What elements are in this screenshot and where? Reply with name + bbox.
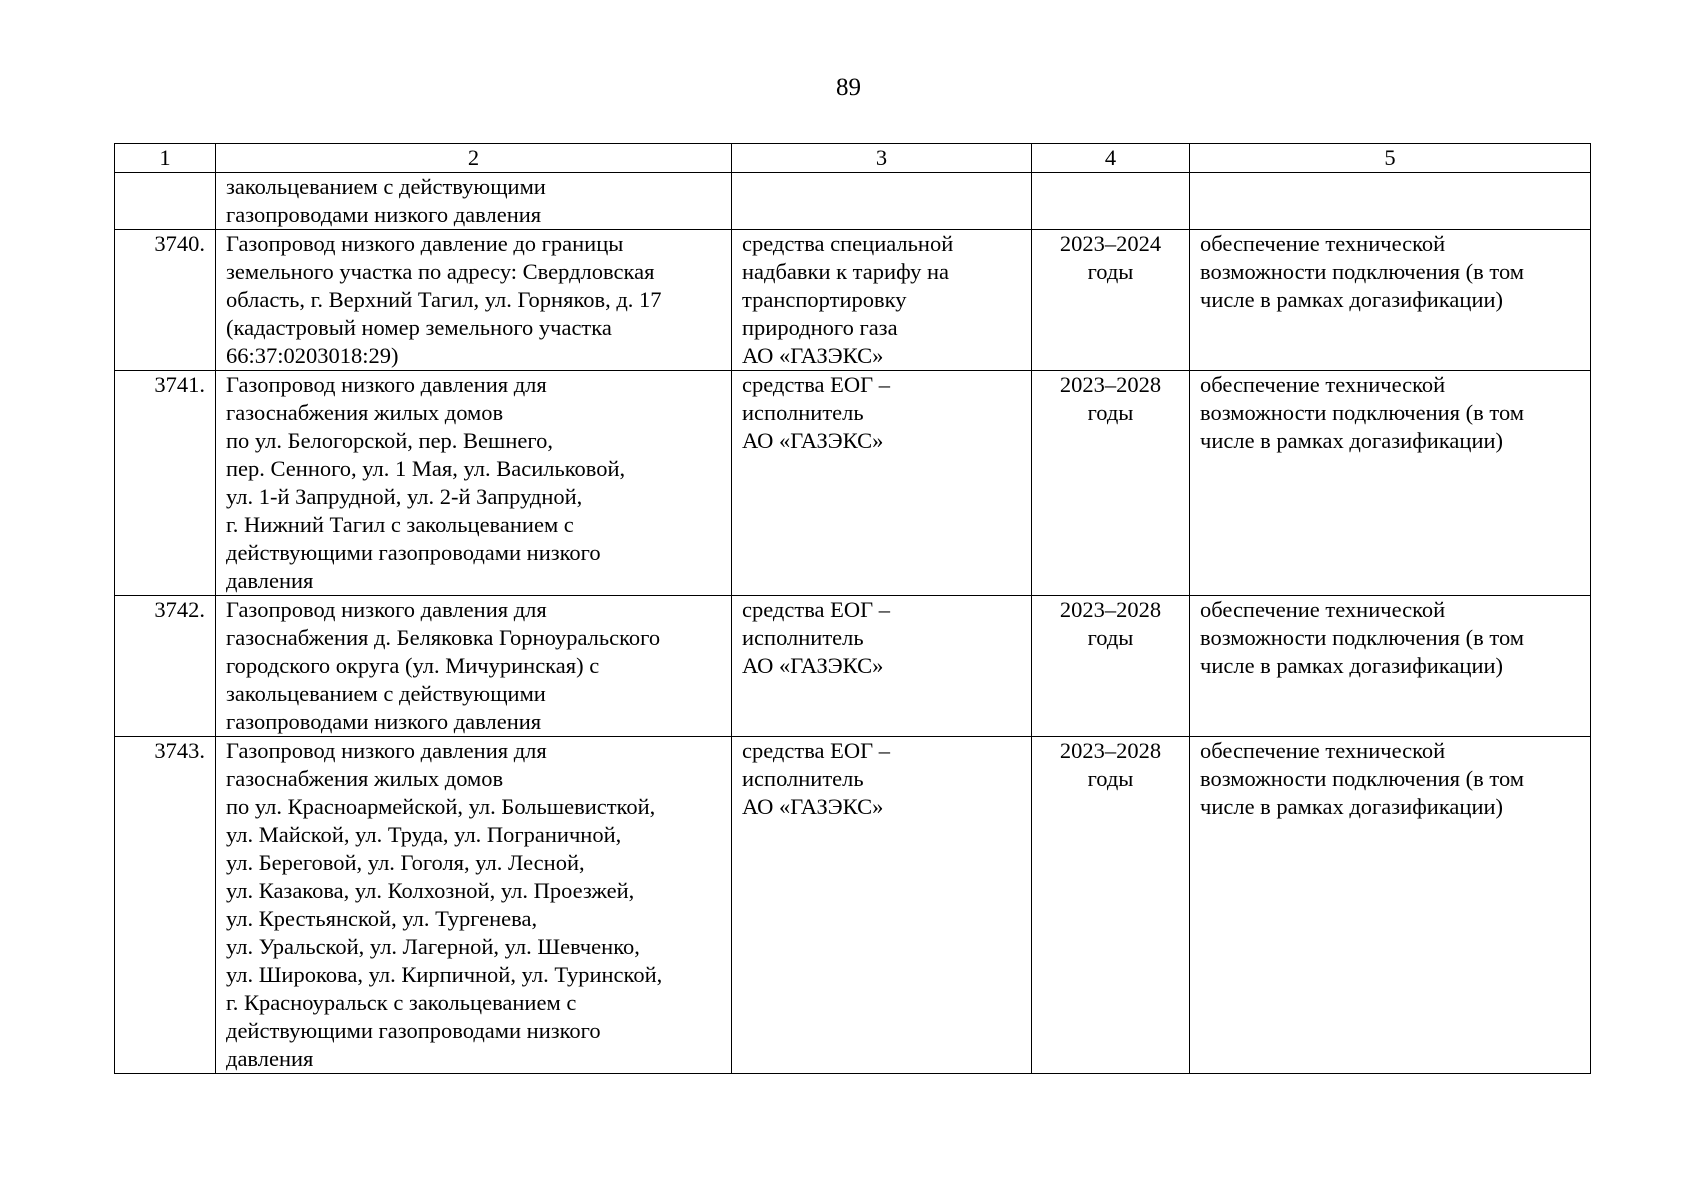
text-line: исполнитель	[742, 766, 864, 791]
text-line: природного газа	[742, 315, 898, 340]
implementation-period	[1032, 230, 1190, 371]
text-line: средства ЕОГ –	[742, 738, 891, 763]
text-line: годы	[1087, 259, 1134, 284]
text-line: числе в рамках догазификации)	[1200, 428, 1504, 453]
row-number: 3742.	[115, 596, 216, 737]
text-line: ул. Майской, ул. Труда, ул. Пограничной,	[226, 822, 622, 847]
text-line: газопроводами низкого давления	[226, 202, 542, 227]
text-line: по ул. Белогорской, пер. Вешнего,	[226, 428, 553, 453]
text-line: надбавки к тарифу на	[742, 259, 949, 284]
registry-table	[114, 143, 1591, 1074]
text-line: закольцеванием с действующими	[226, 681, 546, 706]
text-line: средства специальной	[742, 231, 954, 256]
text-line: числе в рамках догазификации)	[1200, 653, 1504, 678]
column-number-header: 5	[1190, 144, 1591, 173]
text-line: ул. 1-й Запрудной, ул. 2-й Запрудной,	[226, 484, 583, 509]
text-line: действующими газопроводами низкого	[226, 540, 601, 565]
text-line: давления	[226, 568, 314, 593]
text-line: АО «ГАЗЭКС»	[742, 343, 884, 368]
purpose	[1190, 230, 1591, 371]
object-description	[216, 173, 732, 230]
object-description	[216, 371, 732, 596]
text-line: АО «ГАЗЭКС»	[742, 428, 884, 453]
page-number: 89	[836, 74, 861, 101]
text-line: Газопровод низкого давления для	[226, 597, 547, 622]
text-line: ул. Крестьянской, ул. Тургенева,	[226, 906, 538, 931]
text-line: возможности подключения (в том	[1200, 766, 1524, 791]
funding-source	[732, 371, 1032, 596]
text-line: ул. Широкова, ул. Кирпичной, ул. Туринской,	[226, 962, 663, 987]
text-line: годы	[1087, 400, 1134, 425]
text-line: газопроводами низкого давления	[226, 709, 542, 734]
implementation-period	[1032, 173, 1190, 230]
text-line: ул. Казакова, ул. Колхозной, ул. Проезжей,	[226, 878, 635, 903]
text-line: закольцеванием с действующими	[226, 174, 546, 199]
text-line: газоснабжения жилых домов	[226, 400, 504, 425]
text-line: 66:37:0203018:29)	[226, 343, 399, 368]
purpose	[1190, 173, 1591, 230]
purpose	[1190, 596, 1591, 737]
column-number-header: 3	[732, 144, 1032, 173]
text-line: (кадастровый номер земельного участка	[226, 315, 612, 340]
text-line: действующими газопроводами низкого	[226, 1018, 601, 1043]
text-line: газоснабжения д. Беляковка Горноуральского	[226, 625, 661, 650]
column-number-header: 4	[1032, 144, 1190, 173]
object-description	[216, 737, 732, 1074]
text-line: числе в рамках догазификации)	[1200, 287, 1504, 312]
column-number-header: 1	[115, 144, 216, 173]
text-line: АО «ГАЗЭКС»	[742, 794, 884, 819]
text-line: годы	[1087, 625, 1134, 650]
text-line: исполнитель	[742, 400, 864, 425]
text-line: 2023–2024	[1059, 231, 1162, 256]
text-line: ул. Береговой, ул. Гоголя, ул. Лесной,	[226, 850, 585, 875]
text-line: обеспечение технической	[1200, 372, 1446, 397]
text-line: годы	[1087, 766, 1134, 791]
text-line: пер. Сенного, ул. 1 Мая, ул. Васильковой,	[226, 456, 626, 481]
text-line: давления	[226, 1046, 314, 1071]
column-number-header: 2	[216, 144, 732, 173]
implementation-period	[1032, 371, 1190, 596]
text-line: г. Нижний Тагил с закольцеванием с	[226, 512, 574, 537]
funding-source	[732, 230, 1032, 371]
funding-source	[732, 737, 1032, 1074]
text-line: 2023–2028	[1059, 372, 1162, 397]
row-number: 3741.	[115, 371, 216, 596]
text-line: ул. Уральской, ул. Лагерной, ул. Шевченко,	[226, 934, 640, 959]
implementation-period	[1032, 596, 1190, 737]
header-row	[115, 144, 1591, 173]
text-line: Газопровод низкого давления для	[226, 372, 547, 397]
implementation-period	[1032, 737, 1190, 1074]
text-line: возможности подключения (в том	[1200, 625, 1524, 650]
text-line: 2023–2028	[1059, 597, 1162, 622]
text-line: транспортировку	[742, 287, 907, 312]
table-row	[115, 371, 1591, 596]
object-description	[216, 596, 732, 737]
text-line: исполнитель	[742, 625, 864, 650]
text-line: средства ЕОГ –	[742, 372, 891, 397]
text-line: городского округа (ул. Мичуринская) с	[226, 653, 600, 678]
funding-source	[732, 596, 1032, 737]
table-row	[115, 737, 1591, 1074]
text-line: числе в рамках догазификации)	[1200, 794, 1504, 819]
text-line: по ул. Красноармейской, ул. Большевисткой,	[226, 794, 656, 819]
text-line: газоснабжения жилых домов	[226, 766, 504, 791]
text-line: возможности подключения (в том	[1200, 400, 1524, 425]
text-line: область, г. Верхний Тагил, ул. Горняков, д. 17	[226, 287, 662, 312]
text-line: АО «ГАЗЭКС»	[742, 653, 884, 678]
text-line: 2023–2028	[1059, 738, 1162, 763]
text-line: обеспечение технической	[1200, 738, 1446, 763]
object-description	[216, 230, 732, 371]
row-number	[115, 173, 216, 230]
table-row	[115, 596, 1591, 737]
row-number: 3740.	[115, 230, 216, 371]
purpose	[1190, 371, 1591, 596]
funding-source	[732, 173, 1032, 230]
text-line: г. Красноуральск с закольцеванием с	[226, 990, 577, 1015]
text-line: обеспечение технической	[1200, 231, 1446, 256]
table-row	[115, 230, 1591, 371]
purpose	[1190, 737, 1591, 1074]
text-line: средства ЕОГ –	[742, 597, 891, 622]
table-row	[115, 173, 1591, 230]
text-line: Газопровод низкого давление до границы	[226, 231, 624, 256]
text-line: возможности подключения (в том	[1200, 259, 1524, 284]
text-line: земельного участка по адресу: Свердловская	[226, 259, 655, 284]
row-number: 3743.	[115, 737, 216, 1074]
text-line: обеспечение технической	[1200, 597, 1446, 622]
text-line: Газопровод низкого давления для	[226, 738, 547, 763]
